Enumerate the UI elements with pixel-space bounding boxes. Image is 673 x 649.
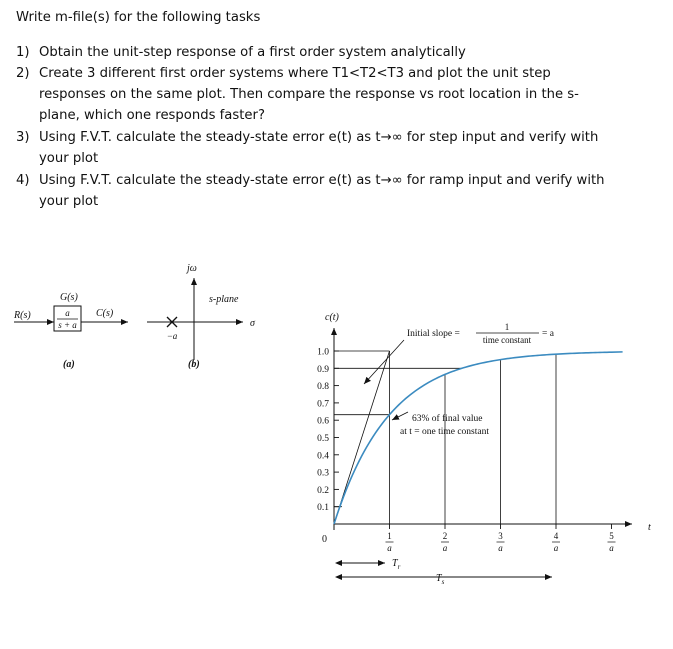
slope-numerator: 1 bbox=[504, 322, 510, 332]
x-tick-denominator: a bbox=[387, 543, 392, 553]
s-plane-diagram bbox=[147, 263, 256, 370]
y-tick-label: 0.8 bbox=[317, 382, 329, 393]
x-tick-denominator: a bbox=[442, 543, 448, 553]
y-tick-label: 0.5 bbox=[317, 434, 329, 444]
block-diagram bbox=[13, 292, 128, 370]
response-curve bbox=[334, 352, 623, 524]
y-tick-label: 0.3 bbox=[317, 468, 329, 479]
step-response-plot bbox=[317, 312, 651, 586]
intro-text: Write m-file(s) for the following tasks bbox=[16, 10, 261, 25]
x-axis-title: t bbox=[648, 522, 651, 533]
x-tick-denominator: a bbox=[553, 543, 559, 553]
task-number: 1) bbox=[16, 45, 30, 60]
block-title: G(s) bbox=[60, 292, 78, 303]
output-label: C(s) bbox=[96, 308, 114, 319]
y-tick-label: 0.9 bbox=[317, 364, 329, 375]
imag-axis-label: jω bbox=[187, 263, 197, 274]
task-text: Obtain the unit-step response of a first order system analytically bbox=[39, 45, 466, 60]
y-tick-label: 0.2 bbox=[317, 485, 329, 496]
task-text: Create 3 different first order systems where T1<T2<T3 and plot the unit step responses on the same plot. Then compare the response vs root location in the s-plane, which one responds faster? bbox=[39, 66, 579, 123]
x-tick-numerator: 5 bbox=[609, 531, 614, 541]
pole-label: −a bbox=[166, 331, 178, 341]
x-tick-numerator: 3 bbox=[498, 531, 503, 541]
settling-time-label: $T_s$ bbox=[436, 573, 445, 586]
x-tick-numerator: 1 bbox=[387, 531, 392, 541]
caption-a: (a) bbox=[63, 359, 75, 370]
x-tick-numerator: 2 bbox=[442, 531, 448, 541]
annotation-63-line2: at t = one time constant bbox=[400, 427, 489, 437]
y-tick-label: 0.1 bbox=[317, 503, 329, 514]
caption-b: (b) bbox=[188, 359, 200, 370]
x-tick-numerator: 4 bbox=[553, 531, 559, 541]
x-tick-denominator: a bbox=[609, 543, 614, 553]
s-plane-title: s-plane bbox=[209, 294, 239, 305]
origin-label: 0 bbox=[322, 534, 327, 545]
slope-denominator: time constant bbox=[482, 335, 532, 345]
input-label: R(s) bbox=[14, 310, 31, 321]
task-text: Using F.V.T. calculate the steady-state error e(t) as t→∞ for step input and verify with your plot bbox=[39, 130, 599, 166]
y-axis-title: c(t) bbox=[325, 312, 339, 323]
tf-denominator: s + a bbox=[58, 320, 77, 330]
task-number: 4) bbox=[16, 173, 30, 188]
task-number: 3) bbox=[16, 130, 30, 145]
y-tick-label: 0.7 bbox=[317, 399, 329, 410]
y-tick-label: 0.6 bbox=[317, 416, 329, 427]
x-tick-group bbox=[386, 524, 616, 553]
guide-lines bbox=[334, 351, 556, 524]
y-tick-label: 1.0 bbox=[317, 347, 329, 358]
slope-equals: = a bbox=[542, 329, 554, 339]
initial-slope-label: Initial slope = bbox=[407, 329, 460, 339]
x-tick-denominator: a bbox=[498, 543, 503, 553]
task-number: 2) bbox=[16, 66, 30, 81]
y-tick-group bbox=[317, 348, 339, 514]
annotation-63-line1: 63% of final value bbox=[412, 414, 483, 424]
tf-numerator: a bbox=[65, 308, 70, 318]
real-axis-label: σ bbox=[250, 318, 255, 329]
rise-time-label: $T_r$ bbox=[392, 558, 401, 571]
y-tick-label: 0.4 bbox=[317, 451, 329, 462]
task-text: Using F.V.T. calculate the steady-state error e(t) as t→∞ for ramp input and verify with your plot bbox=[39, 173, 605, 209]
